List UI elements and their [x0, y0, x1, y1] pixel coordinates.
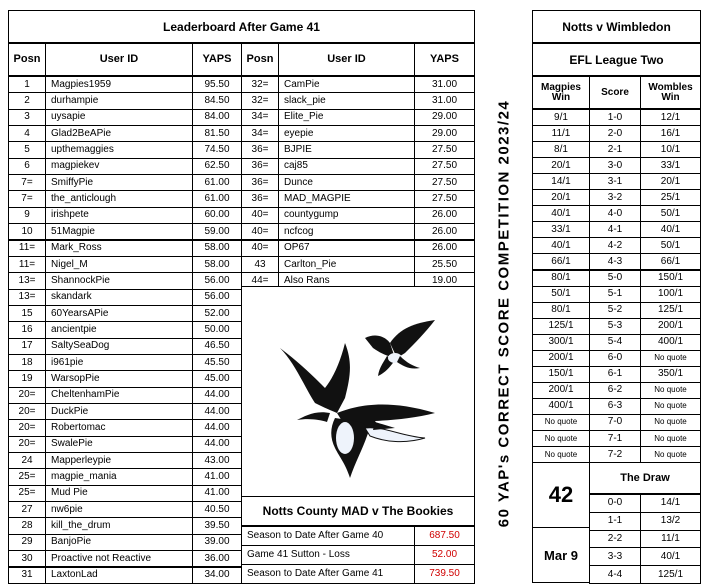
- leaderboard-posn: 40=: [241, 223, 279, 240]
- leaderboard-user: 51Magpie: [45, 223, 193, 240]
- score-value: 4-3: [589, 253, 641, 270]
- magpies-odds: 11/1: [532, 125, 590, 142]
- leaderboard-posn: 1: [8, 76, 46, 93]
- leaderboard-yaps: 44.00: [192, 436, 242, 453]
- leaderboard-posn: 10: [8, 223, 46, 240]
- leaderboard-posn: 31: [8, 567, 46, 584]
- yaps-header-right: YAPS: [414, 43, 475, 76]
- leaderboard-posn: 29: [8, 534, 46, 551]
- leaderboard-posn: 17: [8, 338, 46, 355]
- wombles-odds: 40/1: [640, 221, 701, 238]
- score-value: 4-1: [589, 221, 641, 238]
- draw-title: The Draw: [589, 462, 701, 494]
- score-value: 6-0: [589, 350, 641, 367]
- leaderboard-user: durhampie: [45, 92, 193, 109]
- competition-vertical-title: 60 YAP's CORRECT SCORE COMPETITION 2023/24: [495, 99, 513, 527]
- leaderboard-yaps: 29.00: [414, 125, 475, 142]
- leaderboard-yaps: 44.00: [192, 419, 242, 436]
- leaderboard-user: BJPIE: [278, 141, 415, 158]
- leaderboard-posn: 30: [8, 550, 46, 567]
- leaderboard-posn: 43: [241, 256, 279, 273]
- leaderboard-user: Glad2BeAPie: [45, 125, 193, 142]
- magpies-odds: 50/1: [532, 286, 590, 303]
- leaderboard-posn: 4: [8, 125, 46, 142]
- leaderboard-posn: 20=: [8, 436, 46, 453]
- score-value: 5-1: [589, 286, 641, 303]
- draw-score: 2-2: [589, 530, 641, 549]
- leaderboard-posn: 44=: [241, 272, 279, 289]
- wombles-odds: 150/1: [640, 270, 701, 287]
- leaderboard-user: slack_pie: [278, 92, 415, 109]
- leaderboard-yaps: 27.50: [414, 158, 475, 175]
- score-header: Score: [589, 76, 641, 109]
- wombles-odds: No quote: [640, 398, 701, 415]
- leaderboard-user: irishpete: [45, 207, 193, 224]
- score-value: 6-2: [589, 382, 641, 399]
- leaderboard-user: Nigel_M: [45, 256, 193, 273]
- score-value: 7-2: [589, 446, 641, 463]
- score-value: 5-4: [589, 334, 641, 351]
- leaderboard-yaps: 59.00: [192, 223, 242, 240]
- wombles-odds: 10/1: [640, 141, 701, 158]
- leaderboard-user: CheltenhamPie: [45, 387, 193, 404]
- leaderboard-yaps: 46.50: [192, 338, 242, 355]
- leaderboard-user: LaxtonLad: [45, 567, 193, 584]
- bookies-label: Season to Date After Game 41: [241, 564, 415, 584]
- magpies-odds: 20/1: [532, 189, 590, 206]
- wombles-odds: 16/1: [640, 125, 701, 142]
- score-value: 3-2: [589, 189, 641, 206]
- wombles-odds: 50/1: [640, 205, 701, 222]
- leaderboard-yaps: 95.50: [192, 76, 242, 93]
- leaderboard-yaps: 27.50: [414, 141, 475, 158]
- leaderboard-yaps: 26.00: [414, 207, 475, 224]
- bookies-value: 739.50: [414, 564, 475, 584]
- leaderboard-yaps: 45.50: [192, 354, 242, 371]
- wombles-odds: 33/1: [640, 157, 701, 174]
- leaderboard-posn: 16: [8, 321, 46, 338]
- score-value: 2-0: [589, 125, 641, 142]
- leaderboard-yaps: 31.00: [414, 76, 475, 93]
- leaderboard-user: eyepie: [278, 125, 415, 142]
- leaderboard-posn: 36=: [241, 174, 279, 191]
- leaderboard-yaps: 44.00: [192, 387, 242, 404]
- wombles-odds: 50/1: [640, 237, 701, 254]
- leaderboard-posn: 11=: [8, 240, 46, 257]
- user-header-right: User ID: [278, 43, 415, 76]
- leaderboard-posn: 7=: [8, 190, 46, 207]
- leaderboard-posn: 34=: [241, 109, 279, 126]
- score-value: 3-1: [589, 173, 641, 190]
- leaderboard-user: magpie_mania: [45, 468, 193, 485]
- leaderboard-posn: 13=: [8, 289, 46, 306]
- leaderboard-posn: 3: [8, 109, 46, 126]
- leaderboard-yaps: 39.00: [192, 534, 242, 551]
- magpies-odds: 14/1: [532, 173, 590, 190]
- leaderboard-user: SaltySeaDog: [45, 338, 193, 355]
- leaderboard-posn: 36=: [241, 141, 279, 158]
- leaderboard-user: the_anticlough: [45, 190, 193, 207]
- wombles-odds: 100/1: [640, 286, 701, 303]
- leaderboard-yaps: 60.00: [192, 207, 242, 224]
- yaps-header-left: YAPS: [192, 43, 242, 76]
- draw-odds: 11/1: [640, 530, 701, 549]
- leaderboard-posn: 36=: [241, 158, 279, 175]
- draw-odds: 13/2: [640, 512, 701, 531]
- leaderboard-user: ShannockPie: [45, 272, 193, 289]
- leaderboard-user: nw6pie: [45, 501, 193, 518]
- leaderboard-user: BanjoPie: [45, 534, 193, 551]
- score-value: 1-0: [589, 109, 641, 126]
- leaderboard-yaps: 41.00: [192, 468, 242, 485]
- magpies-odds: 200/1: [532, 350, 590, 367]
- magpies-odds: 40/1: [532, 237, 590, 254]
- leaderboard-posn: 7=: [8, 174, 46, 191]
- magpies-odds: 200/1: [532, 382, 590, 399]
- leaderboard-user: ancientpie: [45, 321, 193, 338]
- draw-odds: 125/1: [640, 565, 701, 584]
- score-value: 6-3: [589, 398, 641, 415]
- leaderboard-yaps: 27.50: [414, 190, 475, 207]
- leaderboard-yaps: 41.00: [192, 485, 242, 502]
- leaderboard-yaps: 29.00: [414, 109, 475, 126]
- magpies-odds: 80/1: [532, 270, 590, 287]
- leaderboard-user: DuckPie: [45, 403, 193, 420]
- leaderboard-yaps: 26.00: [414, 240, 475, 257]
- leaderboard-yaps: 43.00: [192, 452, 242, 469]
- leaderboard-user: ncfcog: [278, 223, 415, 240]
- game-number: 42: [532, 462, 590, 528]
- leaderboard-yaps: 62.50: [192, 158, 242, 175]
- leaderboard-posn: 2: [8, 92, 46, 109]
- wombles-odds: 66/1: [640, 253, 701, 270]
- wombles-odds: 125/1: [640, 302, 701, 319]
- draw-odds: 14/1: [640, 494, 701, 513]
- leaderboard-yaps: 39.50: [192, 517, 242, 534]
- leaderboard-yaps: 31.00: [414, 92, 475, 109]
- score-value: 2-1: [589, 141, 641, 158]
- score-value: 3-0: [589, 157, 641, 174]
- wombles-odds: No quote: [640, 446, 701, 463]
- match-title: Notts v Wimbledon: [532, 10, 701, 43]
- draw-score: 0-0: [589, 494, 641, 513]
- magpies-odds: 9/1: [532, 109, 590, 126]
- leaderboard-yaps: 61.00: [192, 190, 242, 207]
- leaderboard-user: Mapperleypie: [45, 452, 193, 469]
- leaderboard-posn: 20=: [8, 403, 46, 420]
- leaderboard-posn: 20=: [8, 419, 46, 436]
- leaderboard-user: Mark_Ross: [45, 240, 193, 257]
- posn-header-left: Posn: [8, 43, 46, 76]
- leaderboard-yaps: 26.00: [414, 223, 475, 240]
- user-header-left: User ID: [45, 43, 193, 76]
- leaderboard-yaps: 45.00: [192, 370, 242, 387]
- leaderboard-posn: 28: [8, 517, 46, 534]
- bookies-label: Game 41 Sutton - Loss: [241, 545, 415, 565]
- score-value: 7-0: [589, 414, 641, 431]
- magpies-odds: 40/1: [532, 205, 590, 222]
- wombles-odds: 25/1: [640, 189, 701, 206]
- magpies-odds: No quote: [532, 414, 590, 431]
- leaderboard-yaps: 61.00: [192, 174, 242, 191]
- score-value: 4-2: [589, 237, 641, 254]
- draw-odds: 40/1: [640, 547, 701, 566]
- magpies-odds: No quote: [532, 430, 590, 447]
- leaderboard-posn: 18: [8, 354, 46, 371]
- magpies-odds: 400/1: [532, 398, 590, 415]
- leaderboard-yaps: 84.00: [192, 109, 242, 126]
- leaderboard-yaps: 40.50: [192, 501, 242, 518]
- leaderboard-posn: 25=: [8, 468, 46, 485]
- score-value: 5-2: [589, 302, 641, 319]
- leaderboard-user: Mud Pie: [45, 485, 193, 502]
- score-value: 5-0: [589, 270, 641, 287]
- leaderboard-user: skandark: [45, 289, 193, 306]
- leaderboard-posn: 13=: [8, 272, 46, 289]
- leaderboard-posn: 5: [8, 141, 46, 158]
- leaderboard-posn: 34=: [241, 125, 279, 142]
- magpies-odds: 8/1: [532, 141, 590, 158]
- leaderboard-user: Dunce: [278, 174, 415, 191]
- leaderboard-posn: 32=: [241, 92, 279, 109]
- leaderboard-user: SwalePie: [45, 436, 193, 453]
- leaderboard-yaps: 34.00: [192, 567, 242, 584]
- magpies-odds: 125/1: [532, 318, 590, 335]
- leaderboard-user: CamPie: [278, 76, 415, 93]
- leaderboard-yaps: 56.00: [192, 289, 242, 306]
- leaderboard-yaps: 50.00: [192, 321, 242, 338]
- bookies-value: 52.00: [414, 545, 475, 565]
- leaderboard-posn: 40=: [241, 207, 279, 224]
- leaderboard-yaps: 81.50: [192, 125, 242, 142]
- wombles-odds: 400/1: [640, 334, 701, 351]
- leaderboard-user: Also Rans: [278, 272, 415, 289]
- posn-header-right: Posn: [241, 43, 279, 76]
- leaderboard-posn: 15: [8, 305, 46, 322]
- leaderboard-user: uysapie: [45, 109, 193, 126]
- leaderboard-yaps: 52.00: [192, 305, 242, 322]
- leaderboard-user: 60YearsAPie: [45, 305, 193, 322]
- leaderboard-user: magpiekev: [45, 158, 193, 175]
- score-value: 6-1: [589, 366, 641, 383]
- wombles-odds: No quote: [640, 350, 701, 367]
- leaderboard-user: Elite_Pie: [278, 109, 415, 126]
- wombles-odds: 200/1: [640, 318, 701, 335]
- magpies-odds: 20/1: [532, 157, 590, 174]
- leaderboard-yaps: 44.00: [192, 403, 242, 420]
- leaderboard-yaps: 36.00: [192, 550, 242, 567]
- leaderboard-yaps: 19.00: [414, 272, 475, 289]
- magpies-odds: 33/1: [532, 221, 590, 238]
- leaderboard-user: Magpies1959: [45, 76, 193, 93]
- leaderboard-posn: 24: [8, 452, 46, 469]
- leaderboard-yaps: 58.00: [192, 240, 242, 257]
- leaderboard-yaps: 74.50: [192, 141, 242, 158]
- magpies-odds: 66/1: [532, 253, 590, 270]
- leaderboard-user: OP67: [278, 240, 415, 257]
- bookies-label: Season to Date After Game 40: [241, 526, 415, 546]
- leaderboard-user: WarsopPie: [45, 370, 193, 387]
- leaderboard-posn: 32=: [241, 76, 279, 93]
- score-value: 7-1: [589, 430, 641, 447]
- wombles-odds: No quote: [640, 382, 701, 399]
- leaderboard-posn: 6: [8, 158, 46, 175]
- leaderboard-user: caj85: [278, 158, 415, 175]
- leaderboard-user: MAD_MAGPIE: [278, 190, 415, 207]
- leaderboard-user: countygump: [278, 207, 415, 224]
- leaderboard-user: SmiffyPie: [45, 174, 193, 191]
- wombles-odds: No quote: [640, 414, 701, 431]
- bookies-title: Notts County MAD v The Bookies: [241, 496, 475, 526]
- magpies-odds: 300/1: [532, 334, 590, 351]
- leaderboard-user: i961pie: [45, 354, 193, 371]
- leaderboard-user: Carlton_Pie: [278, 256, 415, 273]
- magpies-odds: 150/1: [532, 366, 590, 383]
- draw-score: 1-1: [589, 512, 641, 531]
- magpies-win-header: Magpies Win: [532, 76, 590, 109]
- draw-score: 3-3: [589, 547, 641, 566]
- leaderboard-posn: 36=: [241, 190, 279, 207]
- leaderboard-posn: 25=: [8, 485, 46, 502]
- score-value: 4-0: [589, 205, 641, 222]
- leaderboard-user: upthemaggies: [45, 141, 193, 158]
- bookies-value: 687.50: [414, 526, 475, 546]
- magpie-icon: [275, 318, 450, 483]
- leaderboard-yaps: 25.50: [414, 256, 475, 273]
- match-date: Mar 9: [532, 527, 590, 583]
- leaderboard-user: Robertomac: [45, 419, 193, 436]
- leaderboard-posn: 27: [8, 501, 46, 518]
- wombles-odds: 350/1: [640, 366, 701, 383]
- wombles-odds: 12/1: [640, 109, 701, 126]
- leaderboard-user: kill_the_drum: [45, 517, 193, 534]
- leaderboard-posn: 11=: [8, 256, 46, 273]
- leaderboard-posn: 20=: [8, 387, 46, 404]
- wombles-odds: No quote: [640, 430, 701, 447]
- wombles-win-header: Wombles Win: [640, 76, 701, 109]
- leaderboard-posn: 40=: [241, 240, 279, 257]
- leaderboard-posn: 19: [8, 370, 46, 387]
- leaderboard-yaps: 84.50: [192, 92, 242, 109]
- score-value: 5-3: [589, 318, 641, 335]
- wombles-odds: 20/1: [640, 173, 701, 190]
- leaderboard-yaps: 27.50: [414, 174, 475, 191]
- leaderboard-yaps: 58.00: [192, 256, 242, 273]
- magpies-odds: 80/1: [532, 302, 590, 319]
- draw-score: 4-4: [589, 565, 641, 584]
- leaderboard-yaps: 56.00: [192, 272, 242, 289]
- leaderboard-title: Leaderboard After Game 41: [8, 10, 475, 43]
- leaderboard-posn: 9: [8, 207, 46, 224]
- league-name: EFL League Two: [532, 43, 701, 76]
- leaderboard-user: Proactive not Reactive: [45, 550, 193, 567]
- magpies-odds: No quote: [532, 446, 590, 463]
